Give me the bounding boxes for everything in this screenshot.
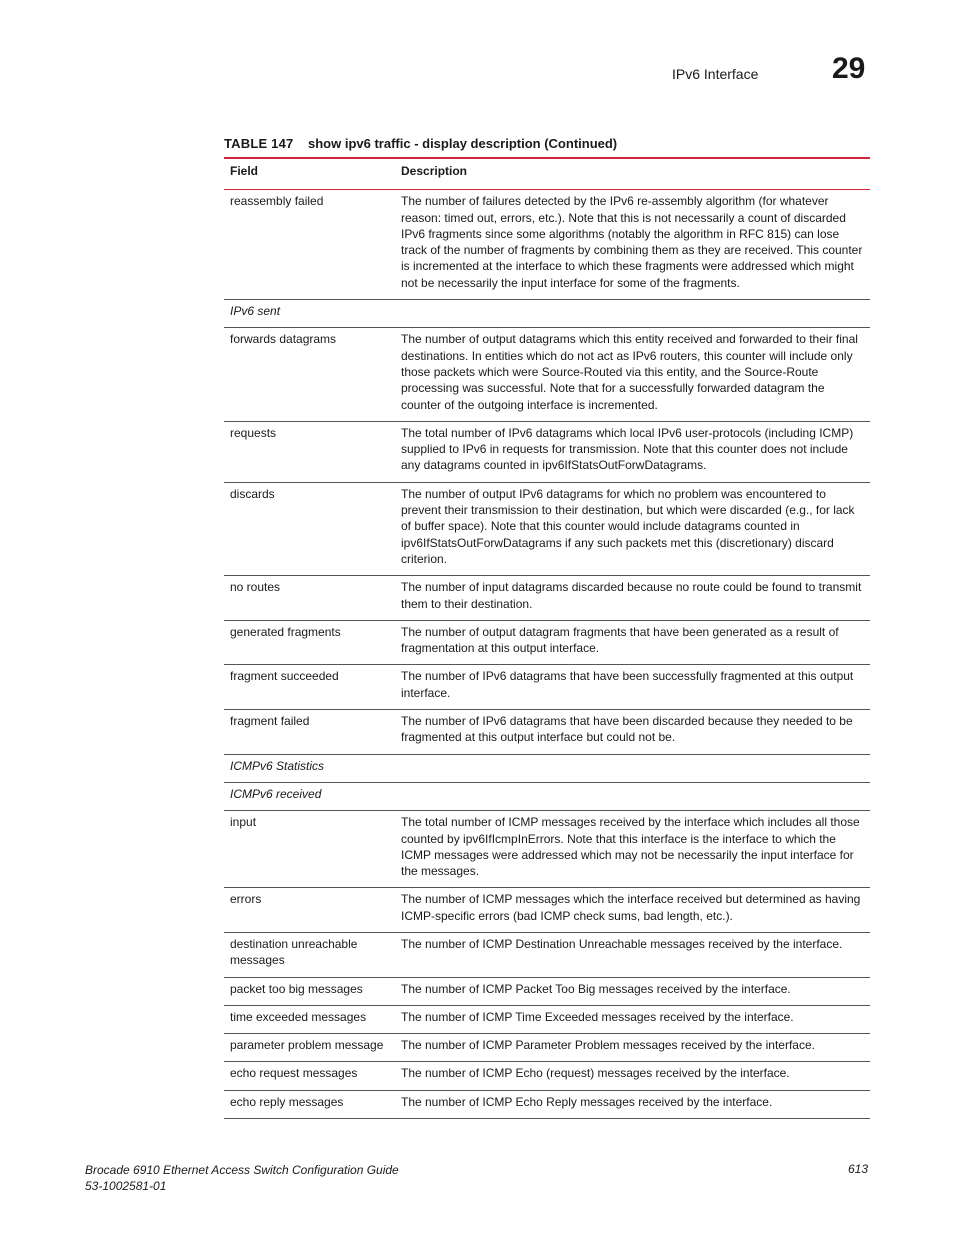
field-cell: reassembly failed <box>224 190 395 300</box>
description-cell: The number of output datagram fragments that have been generated as a result of fragmentation at this output interface. <box>395 620 870 665</box>
footer-guide-info <box>85 1162 399 1194</box>
description-cell: The number of output IPv6 datagrams for which no problem was encountered to prevent their transmission to their destination, but which were discarded (e.g., for lack of buffer space). Note that this counter would include datagrams counted in ipv6IfStatsOutForwDatagrams if any such packets met this (discretionary) discard criterion. <box>395 482 870 575</box>
table-row <box>224 665 870 710</box>
description-cell: The number of IPv6 datagrams that have been discarded because they needed to be fragmented at this output interface but could not be. <box>395 710 870 755</box>
field-cell: fragment failed <box>224 710 395 755</box>
field-cell: errors <box>224 888 395 933</box>
description-cell: The number of input datagrams discarded because no route could be found to transmit them to their destination. <box>395 576 870 621</box>
chapter-number: 29 <box>832 52 866 85</box>
table-row <box>224 328 870 421</box>
table-row <box>224 482 870 575</box>
table-header-row <box>224 158 870 190</box>
description-cell <box>395 782 870 810</box>
table-row <box>224 190 870 300</box>
table-row <box>224 754 870 782</box>
field-cell: generated fragments <box>224 620 395 665</box>
footer-guide-title: Brocade 6910 Ethernet Access Switch Configuration Guide <box>85 1163 399 1177</box>
description-cell: The number of ICMP messages which the interface received but determined as having ICMP-specific errors (bad ICMP check sums, bad length, etc.). <box>395 888 870 933</box>
field-cell: forwards datagrams <box>224 328 395 421</box>
description-cell <box>395 754 870 782</box>
description-cell: The number of ICMP Echo Reply messages received by the interface. <box>395 1090 870 1118</box>
description-cell: The number of ICMP Time Exceeded messages received by the interface. <box>395 1005 870 1033</box>
field-cell: no routes <box>224 576 395 621</box>
table-row <box>224 782 870 810</box>
table-row <box>224 1090 870 1118</box>
description-cell: The total number of ICMP messages received by the interface which includes all those counted by ipv6IfIcmpInErrors. Note that this interface is the interface to which the ICMP messages were addressed which may not be necessarily the input interface for the messages. <box>395 811 870 888</box>
field-cell: ICMPv6 Statistics <box>224 754 395 782</box>
field-cell: discards <box>224 482 395 575</box>
table-row <box>224 932 870 977</box>
column-header-field: Field <box>224 158 395 190</box>
description-cell: The number of IPv6 datagrams that have been successfully fragmented at this output interface. <box>395 665 870 710</box>
description-cell: The number of ICMP Destination Unreachable messages received by the interface. <box>395 932 870 977</box>
field-cell: destination unreachable messages <box>224 932 395 977</box>
table-row <box>224 811 870 888</box>
field-cell: fragment succeeded <box>224 665 395 710</box>
table-row <box>224 1062 870 1090</box>
table-row <box>224 888 870 933</box>
table-body <box>224 190 870 1119</box>
table-row <box>224 576 870 621</box>
footer-doc-number: 53-1002581-01 <box>85 1179 167 1193</box>
description-cell: The number of ICMP Parameter Problem messages received by the interface. <box>395 1034 870 1062</box>
field-cell: parameter problem message <box>224 1034 395 1062</box>
table-row <box>224 620 870 665</box>
description-cell: The total number of IPv6 datagrams which local IPv6 user-protocols (including ICMP) supplied to IPv6 in requests for transmission. Note that this counter does not include any datagrams counted in ipv6IfStatsOutForwDatagrams. <box>395 421 870 482</box>
field-cell: IPv6 sent <box>224 300 395 328</box>
field-cell: packet too big messages <box>224 977 395 1005</box>
field-cell: requests <box>224 421 395 482</box>
table-number: TABLE 147 <box>224 136 294 151</box>
description-cell: The number of ICMP Packet Too Big messages received by the interface. <box>395 977 870 1005</box>
running-header-section: IPv6 Interface <box>672 66 759 82</box>
table-row <box>224 977 870 1005</box>
table-title: show ipv6 traffic - display description (Continued) <box>308 136 618 151</box>
column-header-description: Description <box>395 158 870 190</box>
table-row <box>224 710 870 755</box>
table-caption <box>224 136 617 151</box>
field-cell: echo request messages <box>224 1062 395 1090</box>
table-row <box>224 1005 870 1033</box>
field-cell: time exceeded messages <box>224 1005 395 1033</box>
description-cell: The number of failures detected by the IPv6 re-assembly algorithm (for whatever reason: timed out, errors, etc.). Note that this is not necessarily a count of discarded IPv6 fragments since some algorithms (notably the algorithm in RFC 815) can lose track of the number of fragments by combining them as they are received. This counter is incremented at the interface to which these fragments were addressed which might not be necessarily the input interface for some of the fragments. <box>395 190 870 300</box>
footer-page-number: 613 <box>848 1162 869 1176</box>
field-cell: input <box>224 811 395 888</box>
description-cell: The number of ICMP Echo (request) messages received by the interface. <box>395 1062 870 1090</box>
description-cell: The number of output datagrams which this entity received and forwarded to their final destinations. In entities which do not act as IPv6 routers, this counter will include only those packets which were Source-Routed via this entity, and the Source-Route processing was successful. Note that for a successfully forwarded datagram the counter of the outgoing interface is incremented. <box>395 328 870 421</box>
table-row <box>224 300 870 328</box>
field-cell: ICMPv6 received <box>224 782 395 810</box>
table-row <box>224 421 870 482</box>
field-cell: echo reply messages <box>224 1090 395 1118</box>
description-cell <box>395 300 870 328</box>
table-row <box>224 1034 870 1062</box>
description-table <box>224 157 870 1119</box>
